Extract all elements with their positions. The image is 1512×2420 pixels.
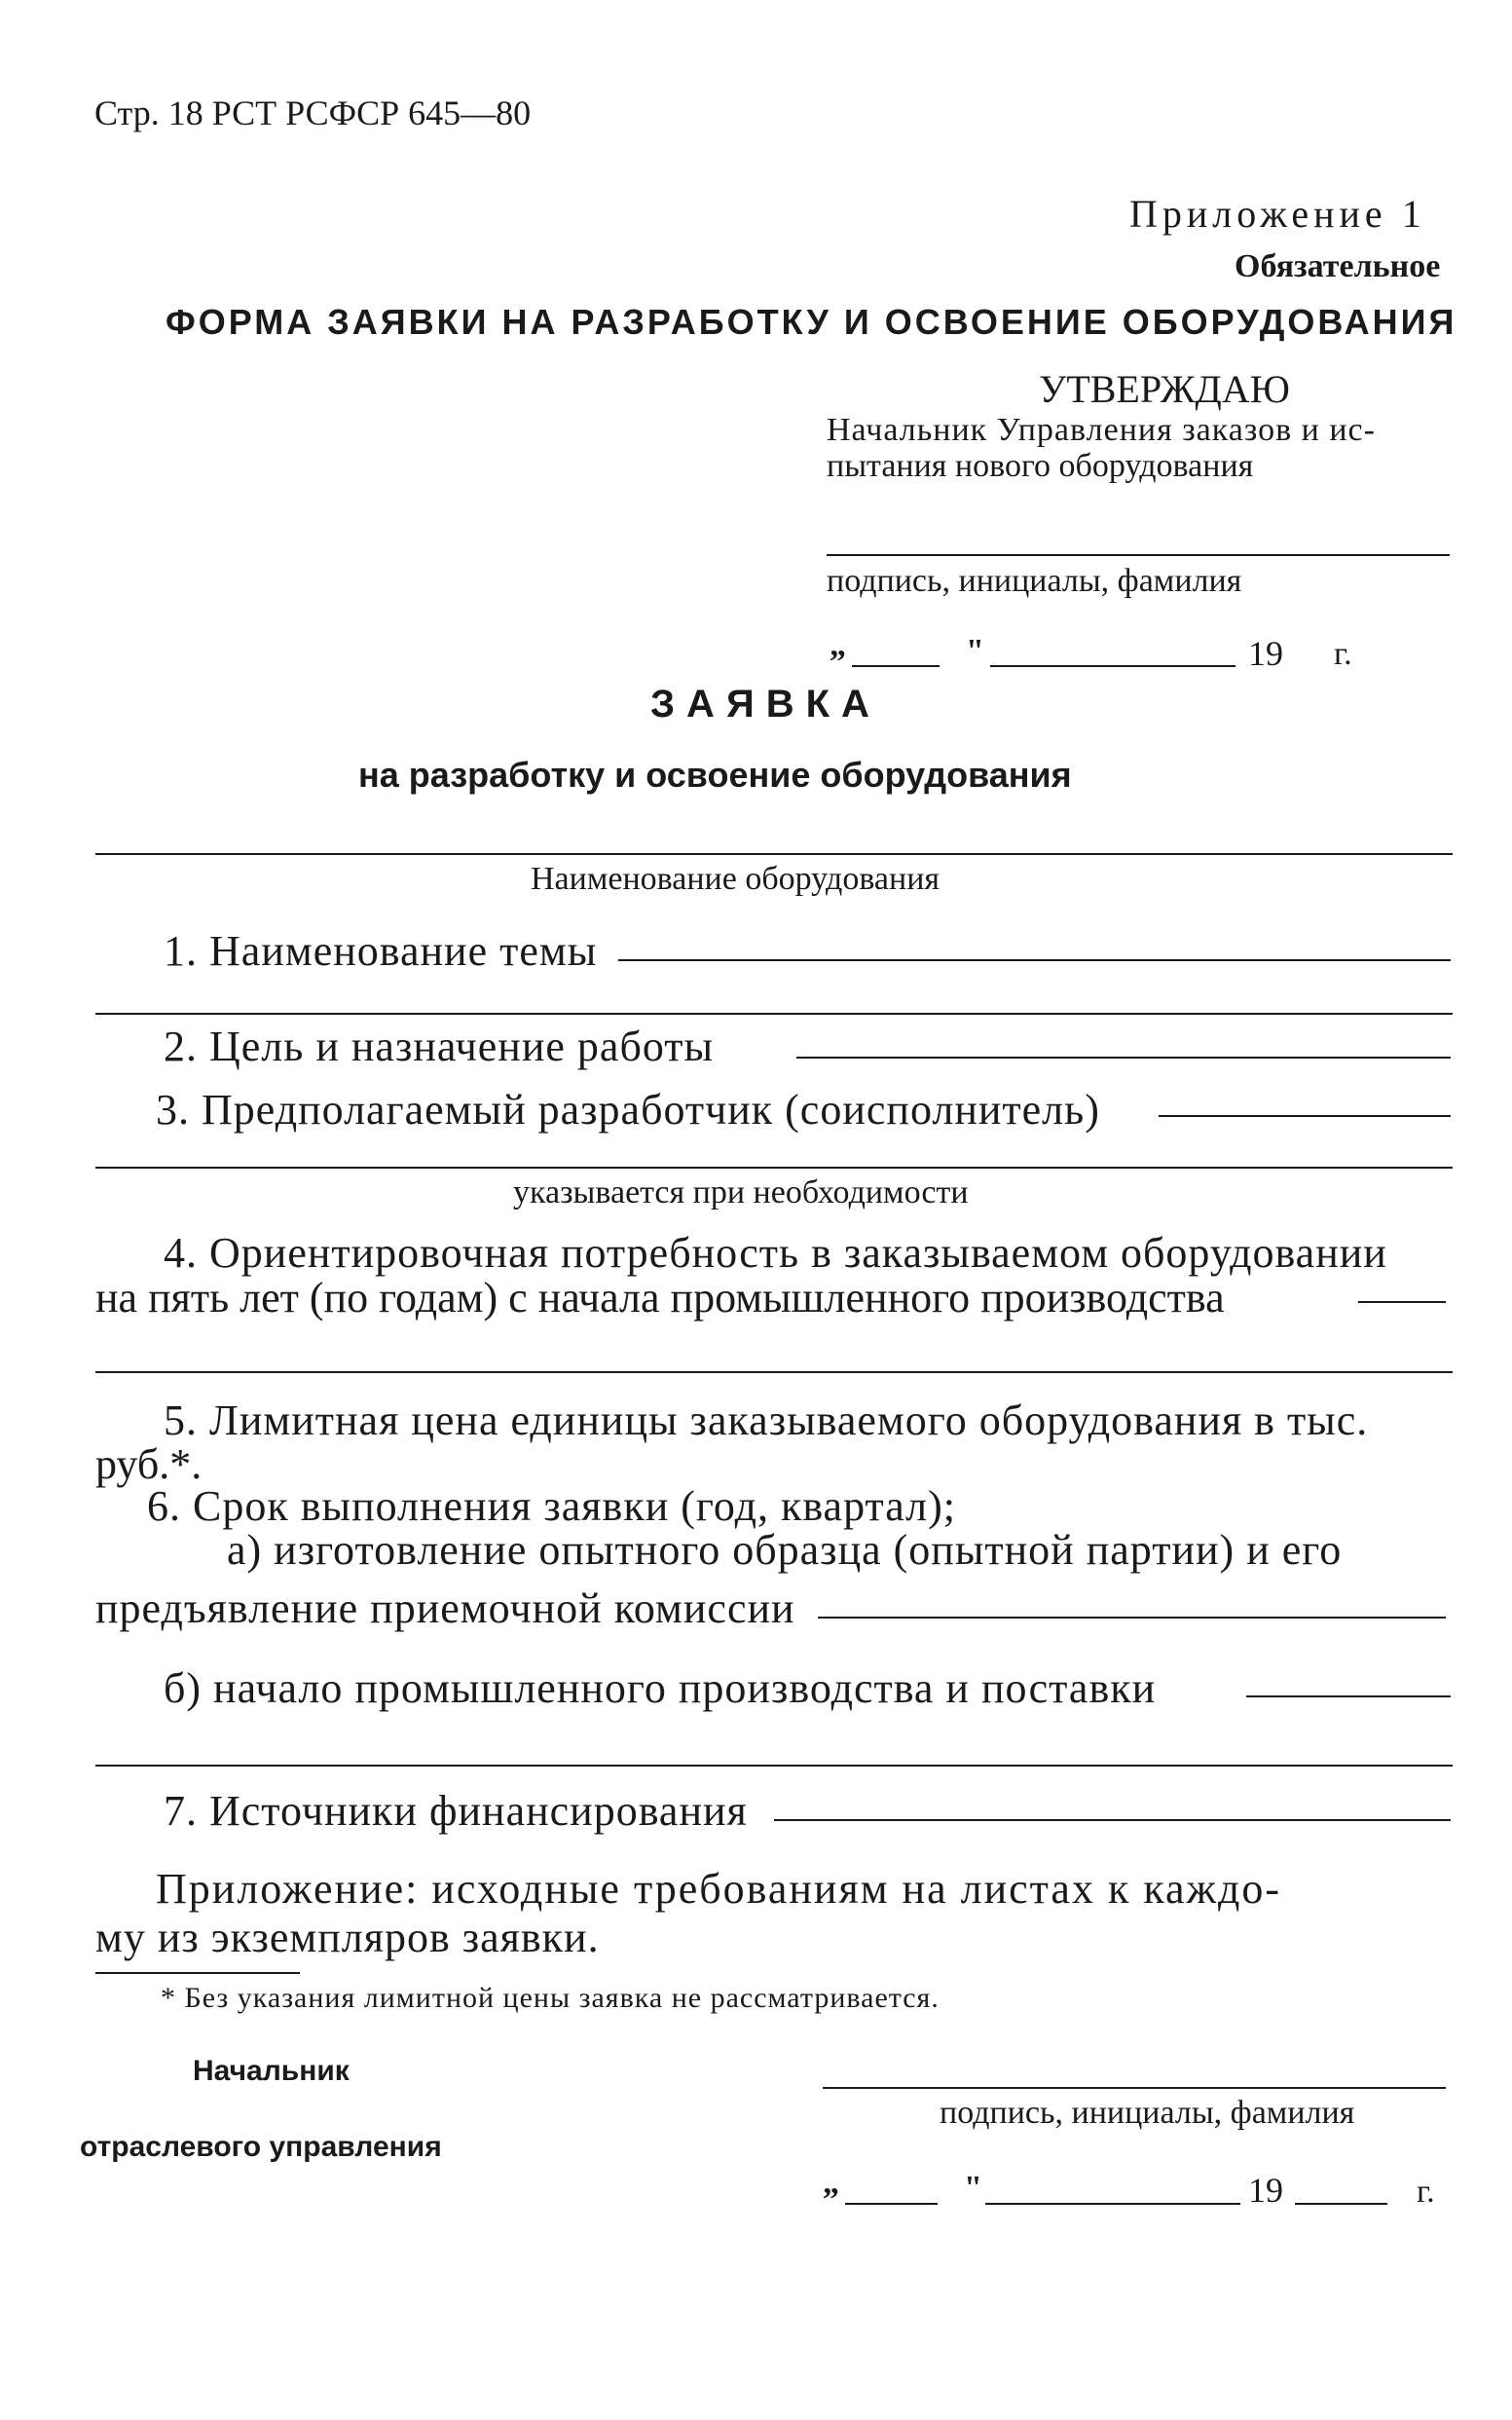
item6b-label: б) начало промышленного производства и поставки — [164, 1664, 1157, 1712]
item3-continuation-line — [95, 1167, 1453, 1169]
form-title: ФОРМА ЗАЯВКИ НА РАЗРАБОТКУ И ОСВОЕНИЕ ОБОРУДОВАНИЯ — [166, 302, 1457, 342]
footer-signature-caption: подпись, инициалы, фамилия — [940, 2095, 1355, 2131]
approval-year-suffix: г. — [1334, 636, 1352, 672]
item4-label-line1: 4. Ориентировочная потребность в заказываемом оборудовании — [164, 1229, 1387, 1277]
approval-date-open-quote: „ — [830, 627, 846, 663]
footer-day-line — [845, 2203, 938, 2205]
footer-month-line — [985, 2203, 1240, 2205]
item3-line — [1159, 1115, 1451, 1117]
item6b-line — [1246, 1695, 1451, 1697]
approval-title: УТВЕРЖДАЮ — [1039, 367, 1290, 411]
equipment-name-caption: Наименование оборудования — [531, 861, 940, 897]
approval-day-line — [852, 665, 940, 667]
item1-line — [618, 959, 1451, 961]
item2-line — [796, 1057, 1451, 1059]
mandatory-label: Обязательное — [1235, 248, 1441, 284]
item4-label-line2: на пять лет (по годам) с начала промышленного производства — [95, 1274, 1225, 1322]
item6a-line — [818, 1617, 1446, 1619]
item1-label: 1. Наименование темы — [164, 927, 598, 975]
item4-line — [1358, 1301, 1446, 1303]
approval-year-prefix: 19 — [1248, 634, 1283, 673]
signer-title-line1: Начальник — [193, 2055, 350, 2087]
footer-year-prefix: 19 — [1248, 2171, 1283, 2210]
item7-line — [774, 1819, 1451, 1821]
item4-continuation-line — [95, 1371, 1453, 1373]
approval-month-line — [990, 665, 1235, 667]
item7-label: 7. Источники финансирования — [164, 1787, 748, 1835]
footer-signature-line — [823, 2087, 1446, 2089]
approval-date-close-quote: " — [966, 633, 984, 669]
item6a-label-line2: предъявление приемочной комиссии — [95, 1584, 795, 1632]
equipment-name-line — [95, 853, 1453, 855]
item5-label-line1: 5. Лимитная цена единицы заказываемого оборудования в тыс. — [164, 1396, 1369, 1444]
approval-position-line1: Начальник Управления заказов и ис- — [827, 412, 1376, 448]
attachment-line2: му из экземпляров заявки. — [95, 1914, 600, 1961]
item6a-label-line1: а) изготовление опытного образца (опытной партии) и его — [227, 1526, 1343, 1574]
footnote-separator — [95, 1972, 300, 1974]
item1-continuation-line — [95, 1013, 1453, 1015]
document-subtitle: на разработку и освоение оборудования — [358, 755, 1072, 795]
page-reference: Стр. 18 РСТ РСФСР 645—80 — [94, 93, 532, 132]
item5-label-line2: руб.*. — [95, 1440, 203, 1488]
footer-date-open-quote: „ — [823, 2165, 839, 2201]
item6-label: 6. Срок выполнения заявки (год, квартал); — [147, 1482, 957, 1530]
attachment-line1: Приложение: исходные требованиям на листах к каждо- — [156, 1865, 1282, 1913]
item6b-continuation-line — [95, 1765, 1453, 1767]
item3-caption: указывается при необходимости — [513, 1174, 969, 1210]
approval-signature-caption: подпись, инициалы, фамилия — [827, 563, 1242, 599]
item3-label: 3. Предполагаемый разработчик (соисполнитель) — [156, 1086, 1100, 1134]
item2-label: 2. Цель и назначение работы — [164, 1023, 715, 1070]
appendix-label: Приложение 1 — [1129, 192, 1426, 236]
approval-position-line2: пытания нового оборудования — [827, 448, 1254, 484]
approval-signature-line — [827, 554, 1450, 556]
document-title: ЗАЯВКА — [650, 683, 881, 726]
signer-title-line2: отраслевого управления — [80, 2131, 442, 2163]
footer-date-close-quote: " — [964, 2170, 982, 2206]
footer-year-line — [1295, 2203, 1387, 2205]
footnote: * Без указания лимитной цены заявка не рассматривается. — [161, 1982, 940, 2014]
footer-year-suffix: г. — [1417, 2174, 1435, 2210]
